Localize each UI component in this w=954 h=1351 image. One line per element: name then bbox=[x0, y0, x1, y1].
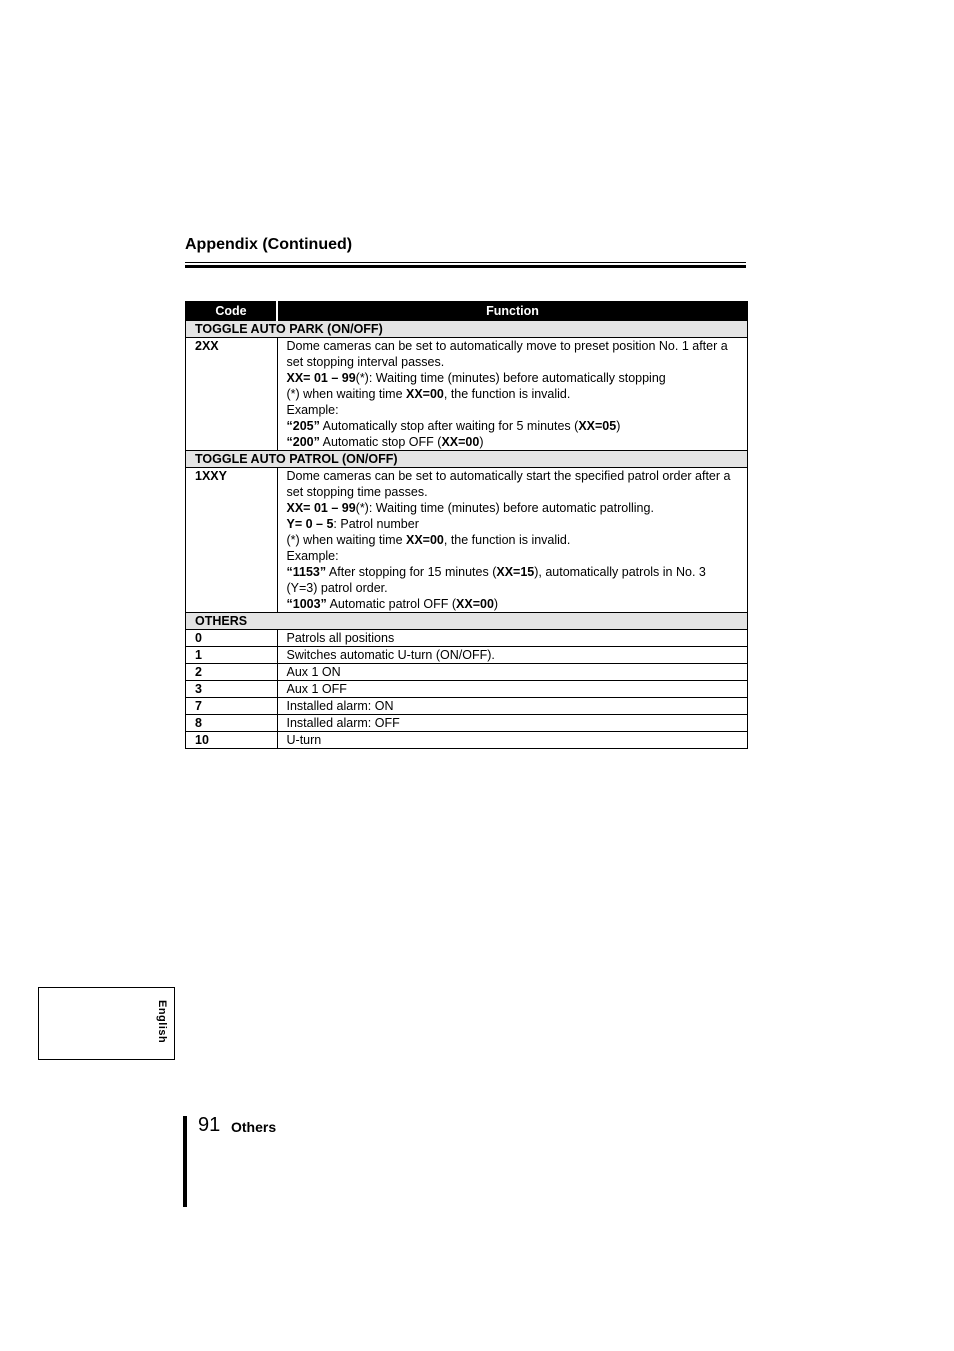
table-header-row bbox=[186, 302, 748, 321]
title-rule-thick bbox=[185, 265, 746, 268]
table-row bbox=[186, 647, 748, 664]
page-title: Appendix (Continued) bbox=[185, 236, 353, 253]
function-line: Dome cameras can be set to automatically start the specified patrol order after a bbox=[286, 469, 731, 483]
function-line: set stopping interval passes. bbox=[286, 355, 445, 369]
code-cell: 2XX bbox=[186, 338, 278, 451]
section-row-auto-park bbox=[186, 321, 748, 338]
function-line: Y= 0 – 5: Patrol number bbox=[286, 517, 419, 531]
footer-bar bbox=[183, 1116, 187, 1207]
function-cell: Installed alarm: OFF bbox=[277, 715, 748, 732]
section-title: TOGGLE AUTO PATROL (ON/OFF) bbox=[186, 451, 748, 468]
function-line: Example: bbox=[286, 403, 339, 417]
function-line: set stopping time passes. bbox=[286, 485, 428, 499]
function-cell: Patrols all positions bbox=[277, 630, 748, 647]
function-line: XX= 01 – 99(*): Waiting time (minutes) before automatically stopping bbox=[286, 371, 666, 385]
function-cell bbox=[277, 468, 748, 613]
function-cell: U-turn bbox=[277, 732, 748, 749]
function-line: “1153” After stopping for 15 minutes (XX=15), automatically patrols in No. 3 bbox=[286, 565, 706, 579]
function-line: Example: bbox=[286, 549, 339, 563]
table-row bbox=[186, 732, 748, 749]
code-cell: 7 bbox=[186, 698, 278, 715]
function-line: XX= 01 – 99(*): Waiting time (minutes) before automatic patrolling. bbox=[286, 501, 654, 515]
function-line: (*) when waiting time XX=00, the function is invalid. bbox=[286, 387, 571, 401]
function-cell: Aux 1 OFF bbox=[277, 681, 748, 698]
language-tab bbox=[38, 987, 175, 1060]
code-cell: 2 bbox=[186, 664, 278, 681]
function-line: (Y=3) patrol order. bbox=[286, 581, 388, 595]
function-line: “1003” Automatic patrol OFF (XX=00) bbox=[286, 597, 499, 611]
section-row-others bbox=[186, 613, 748, 630]
function-cell: Switches automatic U-turn (ON/OFF). bbox=[277, 647, 748, 664]
code-cell: 0 bbox=[186, 630, 278, 647]
section-title: TOGGLE AUTO PARK (ON/OFF) bbox=[186, 321, 748, 338]
code-cell: 1 bbox=[186, 647, 278, 664]
table-row-auto-patrol bbox=[186, 468, 748, 613]
function-cell: Installed alarm: ON bbox=[277, 698, 748, 715]
column-header-code: Code bbox=[186, 302, 278, 321]
table-row bbox=[186, 715, 748, 732]
function-line: “205” Automatically stop after waiting for 5 minutes (XX=05) bbox=[286, 419, 621, 433]
code-cell: 8 bbox=[186, 715, 278, 732]
table-row bbox=[186, 630, 748, 647]
function-line: “200” Automatic stop OFF (XX=00) bbox=[286, 435, 484, 449]
section-row-auto-patrol bbox=[186, 451, 748, 468]
section-title: OTHERS bbox=[186, 613, 748, 630]
table-row bbox=[186, 681, 748, 698]
title-rule-thin bbox=[185, 262, 746, 263]
table-row bbox=[186, 698, 748, 715]
code-cell: 3 bbox=[186, 681, 278, 698]
page-number: 91 bbox=[198, 1114, 221, 1136]
footer-section-title: Others bbox=[231, 1119, 277, 1135]
function-cell: Aux 1 ON bbox=[277, 664, 748, 681]
language-label: English bbox=[156, 1000, 168, 1044]
function-line: Dome cameras can be set to automatically move to preset position No. 1 after a bbox=[286, 339, 728, 353]
command-code-table bbox=[185, 301, 748, 749]
function-cell bbox=[277, 338, 748, 451]
function-line: (*) when waiting time XX=00, the function is invalid. bbox=[286, 533, 571, 547]
code-cell: 1XXY bbox=[186, 468, 278, 613]
table-row-auto-park bbox=[186, 338, 748, 451]
column-header-function: Function bbox=[277, 302, 748, 321]
code-cell: 10 bbox=[186, 732, 278, 749]
table-row bbox=[186, 664, 748, 681]
